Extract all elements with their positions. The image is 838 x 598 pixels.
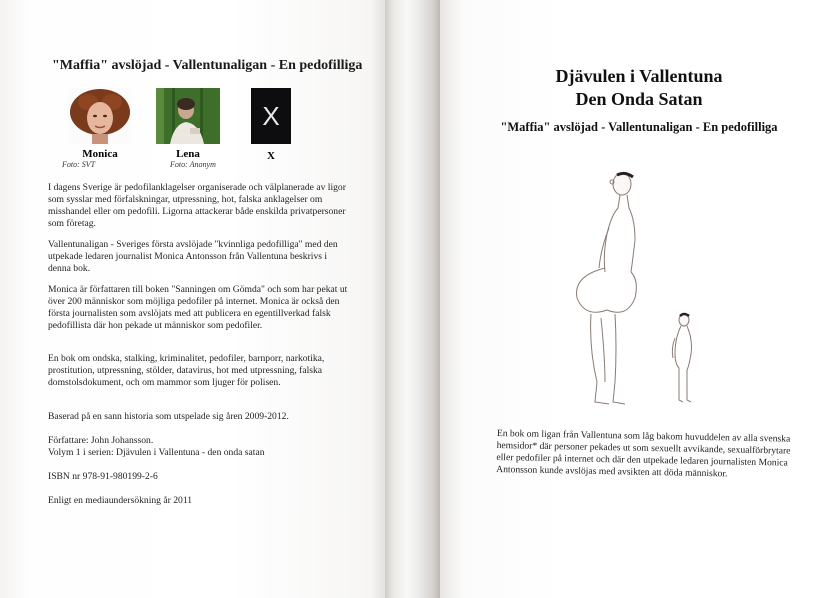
front-title-line-1: Djävulen i Vallentuna bbox=[555, 66, 723, 86]
portrait-monica-image bbox=[68, 88, 132, 144]
photo-x-mark: X bbox=[262, 101, 280, 131]
front-blurb: En bok om ligan från Vallentuna som låg bakom huvuddelen av alla svenska hemsidor* där personer pekades ut som sexuellt avvikande, sexualförbrytare eller pedofiler på internet och där den utpekade ledaren journalisten Monica Antonsson kunde avslöjas med avsikten att döda människor. bbox=[496, 428, 791, 480]
photo-monica bbox=[68, 88, 132, 144]
front-cover bbox=[440, 0, 838, 598]
cover-illustration bbox=[565, 168, 705, 418]
photo-credit-monica: Foto: SVT bbox=[62, 160, 96, 169]
front-subtitle: "Maffia" avslöjad - Vallentunaligan - En pedofilliga bbox=[500, 120, 778, 134]
photo-credit-lena: Foto: Anonym bbox=[170, 160, 216, 169]
back-paragraph-2: Vallentunaligan - Sveriges första avslöjade "kvinnliga pedofilliga" med den utpekade ledaren journalist Monica Antonsson från Vallentuna beskrivs i denna bok. bbox=[48, 239, 338, 274]
back-paragraph-3: Monica är författaren till boken "Sanningen om Gömda" och som har pekat ut över 200 människor som möjliga pedofiler på internet. Monica är också den första journalisten som avslöjats med att publicera en egentillverkad falsk pedofillista där hon pekade ut människor som pedofiler. bbox=[48, 284, 348, 331]
photo-caption-monica: Monica bbox=[82, 148, 118, 160]
back-cover bbox=[0, 0, 385, 598]
back-author: Författare: John Johansson. bbox=[48, 435, 154, 446]
back-cover-title: "Maffia" avslöjad - Vallentunaligan - En pedofilliga bbox=[52, 58, 363, 73]
back-footnote: Enligt en mediaundersökning år 2011 bbox=[48, 495, 193, 506]
back-isbn: ISBN nr 978-91-980199-2-6 bbox=[48, 471, 158, 482]
back-series: Volym 1 i serien: Djävulen i Vallentuna - den onda satan bbox=[48, 447, 265, 458]
photo-caption-lena: Lena bbox=[176, 148, 200, 160]
photo-caption-x: X bbox=[267, 150, 275, 162]
photo-lena bbox=[156, 88, 220, 144]
portrait-lena-image bbox=[156, 88, 220, 144]
book-spine bbox=[385, 0, 440, 598]
front-title-line-2: Den Onda Satan bbox=[575, 89, 703, 109]
back-paragraph-4: En bok om ondska, stalking, kriminalitet, pedofiler, barnporr, narkotika, prostitution, utpressning, stölder, datavirus, hot med utpressning, falska domstolsdokument, och om mammor som ljuger för polisen. bbox=[48, 353, 325, 388]
back-paragraph-5: Baserad på en sann historia som utspelade sig åren 2009-2012. bbox=[48, 411, 289, 422]
back-paragraph-1: I dagens Sverige är pedofilanklagelser organiserade och välplanerade av ligor som sysslar med förfalskningar, utpressning, hot, falska anklagelser om misshandel eller om pedofili. Ligorna attackerar både enskilda privatpersoner som företag. bbox=[48, 182, 346, 229]
photo-x bbox=[251, 88, 291, 144]
